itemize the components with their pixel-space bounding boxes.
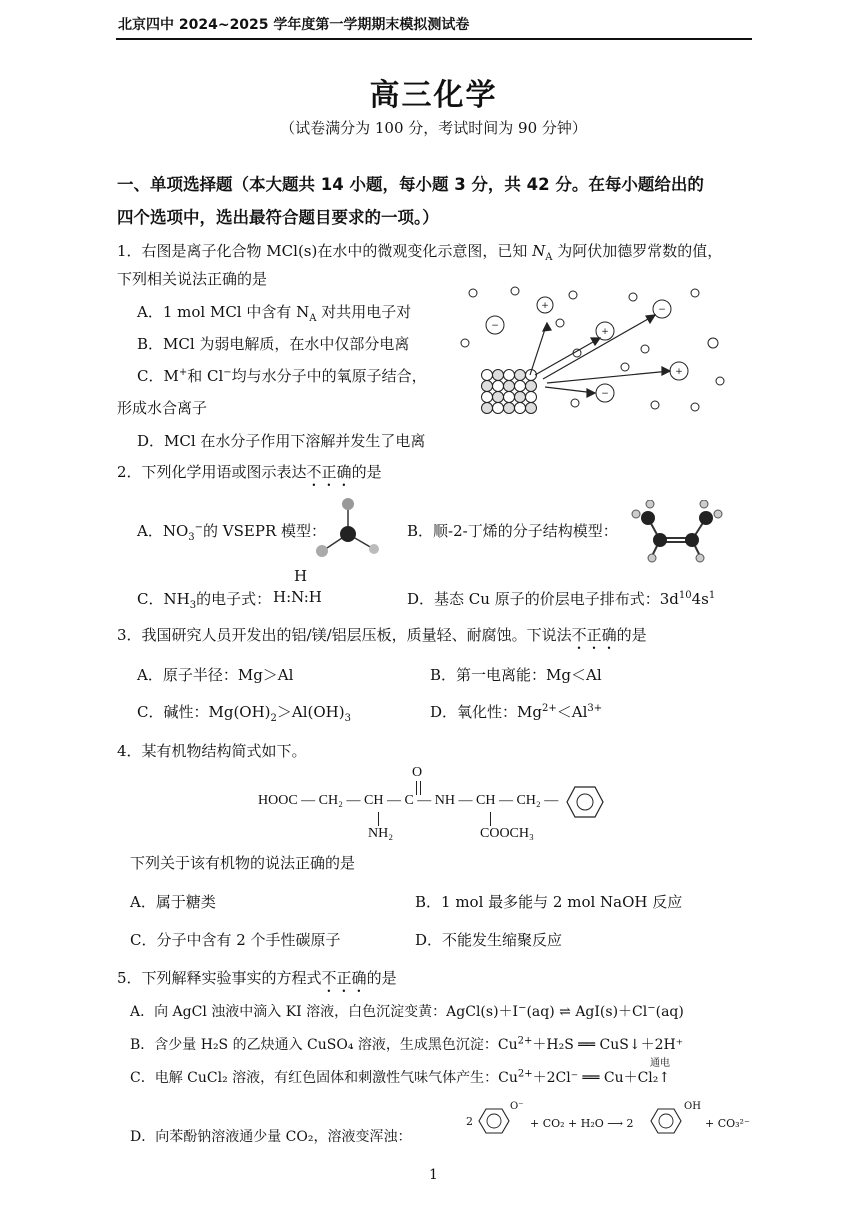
q4-option-d: D．不能发生缩聚反应 (415, 931, 563, 949)
q3-option-c: C．碱性：$Mg(OH)_2>Al(OH)_3$ (137, 703, 351, 724)
q5-option-b: B．含少量 H₂S 的乙炔通入 CuSO₄ 溶液，生成黑色沉淀：$Cu^{2+}+H_2S$ ══ CuS↓＋2H⁺ (130, 1035, 684, 1053)
structure-bond-cooch3 (490, 812, 491, 826)
q4-stem: 4．某有机物结构简式如下。 (117, 742, 307, 760)
lattice-ion (526, 392, 537, 403)
electrolysis-condition: 通电 (650, 1058, 670, 1069)
structure-bond-nh2 (378, 812, 379, 826)
q4-stem-line2: 下列关于该有机物的说法正确的是 (130, 854, 356, 872)
lattice-ion (504, 381, 515, 392)
lattice-ion (482, 392, 493, 403)
lattice-ion (493, 381, 504, 392)
page-subtitle: （试卷满分为 100 分，考试时间为 90 分钟） (280, 119, 587, 137)
q4-option-a: A．属于糖类 (130, 893, 216, 911)
q4-option-c: C．分子中含有 2 个手性碳原子 (130, 931, 341, 949)
q5-option-d: D．向苯酚钠溶液通少量 CO₂，溶液变浑浊： (130, 1129, 412, 1145)
ionic-dissolution-diagram (455, 283, 730, 423)
lattice-ion (515, 403, 526, 414)
q1-option-d: D．MCl 在水分子作用下溶解并发生了电离 (137, 432, 426, 450)
lattice-ion (515, 370, 526, 381)
phenol-oh: OH (684, 1101, 701, 1112)
lattice-ion (504, 392, 515, 403)
q1-option-c-cont: 形成水合离子 (117, 399, 208, 417)
lattice-ion (515, 381, 526, 392)
section-heading-line1: 一、单项选择题（本大题共 14 小题，每小题 3 分，共 42 分。在每小题给出的 (117, 175, 704, 194)
lattice-ion (504, 403, 515, 414)
q2-option-b: B．顺-2-丁烯的分子结构模型： (407, 522, 618, 540)
lattice-ion (493, 392, 504, 403)
lattice-ion (504, 370, 515, 381)
lattice-ion (493, 403, 504, 414)
q5-option-a: A．向 AgCl 浊液中滴入 KI 溶液，白色沉淀变黄：AgCl(s)＋I−(aq) ⇌ AgI(s)＋Cl−(aq) (130, 1002, 684, 1020)
svg-text:−: − (491, 321, 499, 331)
q3-option-b: B．第一电离能：Mg＜Al (430, 666, 602, 684)
exam-header: 北京四中 2024~2025 学年度第一学期期末模拟测试卷 (118, 17, 470, 33)
cis-2-butene-model (630, 500, 730, 565)
q1-stem: 1．右图是离子化合物 MCl(s)在水中的微观变化示意图，已知 $N_A$ 为阿伏加德罗常数的值， (117, 242, 723, 263)
lattice-ion (515, 392, 526, 403)
structure-carbonyl-o: O (412, 765, 423, 780)
q2-option-a: A．$NO_3^-$的 VSEPR 模型： (137, 522, 327, 543)
lattice-ion (482, 370, 493, 381)
page-title: 高三化学 (369, 78, 498, 113)
no3-vsepr-model (312, 492, 387, 562)
lattice-ion (526, 403, 537, 414)
q5-option-c: C．电解 CuCl₂ 溶液，有红色固体和刺激性气味气体产生：$Cu^{2+}+2Cl^-$ ══ Cu＋Cl₂↑ (130, 1068, 671, 1086)
phenol-ring-icon (650, 1103, 684, 1137)
svg-text:+: + (541, 301, 549, 311)
q3-option-a: A．原子半径：Mg＞Al (137, 666, 294, 684)
nh3-electron-formula: H:N:H (273, 588, 322, 606)
q1-option-b: B．MCl 为弱电解质，在水中仅部分电离 (137, 335, 410, 353)
svg-text:+: + (601, 327, 609, 337)
header-divider (116, 38, 752, 40)
phenoxide-o: O⁻ (510, 1101, 524, 1112)
q2-option-c: C．$NH_3$的电子式： (137, 590, 272, 611)
lattice-ion (482, 403, 493, 414)
structure-cooch3: COOCH₃ (480, 826, 534, 841)
q1-stem-line2: 下列相关说法正确的是 (117, 270, 268, 288)
section-heading-line2: 四个选项中，选出最符合题目要求的一项。） (117, 208, 439, 227)
q3-stem: 3．我国研究人员开发出的铝/镁/铝层压板，质量轻、耐腐蚀。下说法不正确的是 (117, 626, 647, 644)
q1-option-a: A．1 mol MCl 中含有 $N_A$ 对共用电子对 (137, 303, 412, 324)
lattice-ion (482, 381, 493, 392)
structure-nh2: NH₂ (368, 826, 394, 841)
svg-text:−: − (601, 389, 609, 399)
page-number: 1 (429, 1167, 438, 1183)
svg-text:+: + (675, 367, 683, 377)
q1-option-c: C．M+和 Cl−均与水分子中的氧原子结合， (137, 367, 427, 385)
structure-main-chain: HOOC — CH₂ — CH — C — NH — CH — CH₂ — (258, 793, 559, 808)
eq-coef-left: 2 (466, 1115, 473, 1128)
lattice-ion (493, 370, 504, 381)
q4-option-b: B．1 mol 最多能与 2 mol NaOH 反应 (415, 893, 683, 911)
svg-text:−: − (658, 305, 666, 315)
q5-stem: 5．下列解释实验事实的方程式不正确的是 (117, 969, 397, 987)
crystal-lattice (482, 370, 537, 414)
phenoxide-ring-icon (478, 1103, 512, 1137)
lattice-ion (526, 381, 537, 392)
eq-middle: + CO₂ + H₂O ⟶ 2 (530, 1117, 634, 1130)
q2-stem: 2．下列化学用语或图示表达不正确的是 (117, 463, 382, 481)
benzene-ring-icon (565, 785, 605, 819)
nh3-top-h: H (294, 567, 308, 585)
eq-right: + CO₃²⁻ (705, 1117, 750, 1130)
q3-option-d: D．氧化性：$Mg^{2+}<Al^{3+}$ (430, 703, 603, 721)
q2-option-d: D．基态 Cu 原子的价层电子排布式：$3d^{10}4s^1$ (407, 590, 716, 608)
